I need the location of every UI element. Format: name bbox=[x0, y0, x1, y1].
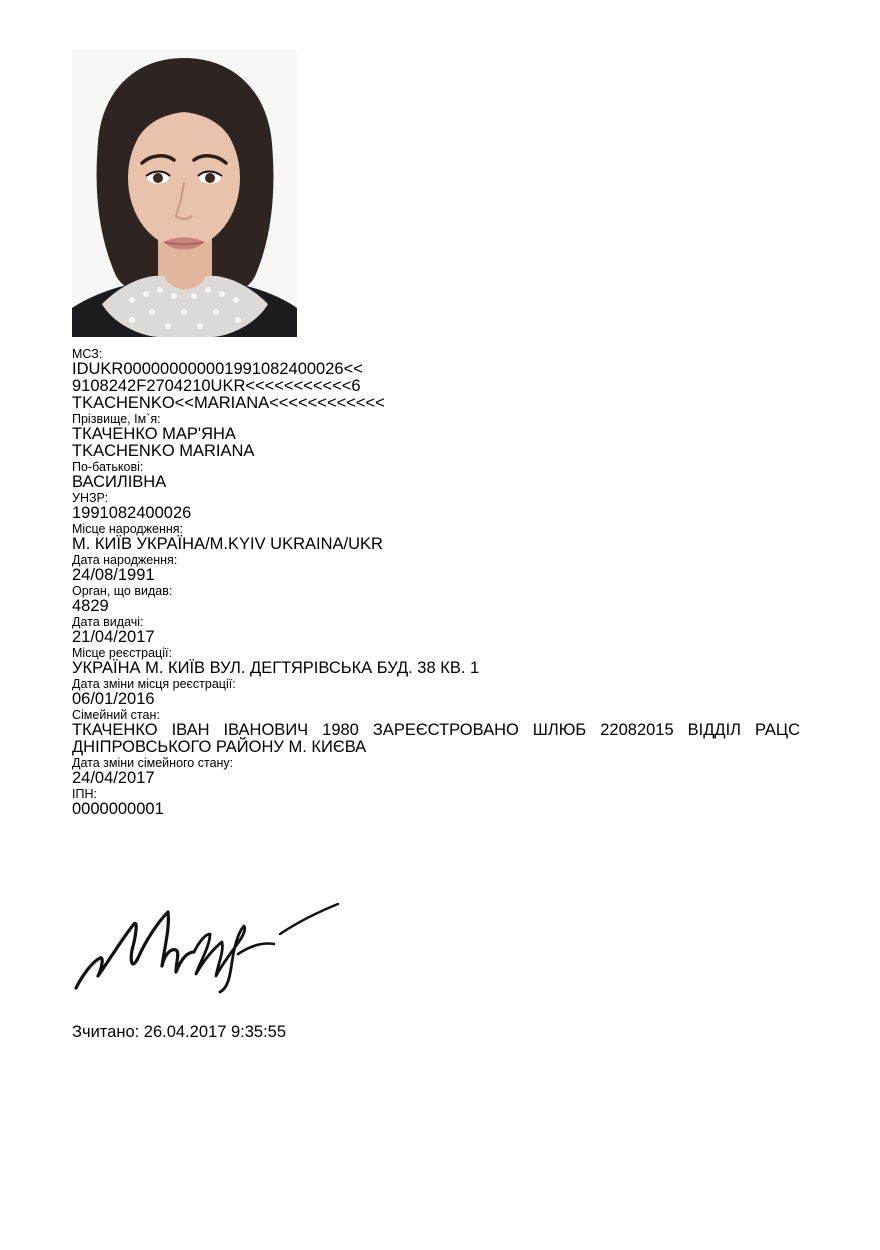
mrz-block bbox=[72, 347, 800, 412]
registration-value: УКРАЇНА М. КИЇВ ВУЛ. ДЕГТЯРІВСЬКА БУД. 38 КВ. 1 bbox=[72, 659, 480, 677]
birth-place-value: М. КИЇВ УКРАЇНА/M.KYIV UKRAINA/UKR bbox=[72, 535, 383, 553]
handwritten-signature bbox=[72, 892, 344, 1000]
registration-label: Місце реєстрації: bbox=[72, 646, 172, 660]
issue-date-value: 21/04/2017 bbox=[72, 628, 155, 646]
registration-change-date-label: Дата зміни місця реєстрації: bbox=[72, 677, 236, 691]
birth-date-value: 24/08/1991 bbox=[72, 566, 155, 584]
issue-date-label: Дата видачі: bbox=[72, 615, 144, 629]
authority-label: Орган, що видав: bbox=[72, 584, 173, 598]
marital-change-date-label: Дата зміни сімейного стану: bbox=[72, 756, 234, 770]
birth-date-label: Дата народження: bbox=[72, 553, 178, 567]
ipn-label: ІПН: bbox=[72, 787, 97, 801]
name-value-ua: ТКАЧЕНКО МАР'ЯНА bbox=[72, 425, 236, 443]
birth-place-label: Місце народження: bbox=[72, 522, 184, 536]
document-fields bbox=[72, 347, 800, 818]
mrz-line-2: 9108242F2704210UKR<<<<<<<<<<<6 bbox=[72, 377, 361, 395]
marital-status-value: ТКАЧЕНКО ІВАН ІВАНОВИЧ 1980 ЗАРЕЄСТРОВАНО ШЛЮБ 22082015 ВІДДІЛ РАЦС ДНІПРОВСЬКОГО РАЙОНУ М. КИЄВА bbox=[72, 721, 800, 756]
patronymic-label: По-батькові: bbox=[72, 460, 144, 474]
name-value-en: TKACHENKO MARIANA bbox=[72, 442, 255, 460]
portrait-photo bbox=[72, 50, 297, 337]
read-timestamp: Зчитано: 26.04.2017 9:35:55 bbox=[72, 1023, 287, 1041]
registration-change-date-value: 06/01/2016 bbox=[72, 690, 155, 708]
unzr-label: УНЗР: bbox=[72, 491, 109, 505]
patronymic-value: ВАСИЛІВНА bbox=[72, 473, 167, 491]
mrz-label: МСЗ: bbox=[72, 347, 103, 361]
marital-status-label: Сімейний стан: bbox=[72, 708, 160, 722]
unzr-value: 1991082400026 bbox=[72, 504, 192, 522]
mrz-line-1: IDUKR000000000001991082400026<< bbox=[72, 360, 363, 378]
ipn-value: 0000000001 bbox=[72, 800, 164, 818]
name-label: Прізвище, Ім`я: bbox=[72, 412, 161, 426]
mrz-line-3: TKACHENKO<<MARIANA<<<<<<<<<<<< bbox=[72, 394, 385, 412]
marital-change-date-value: 24/04/2017 bbox=[72, 769, 155, 787]
authority-value: 4829 bbox=[72, 597, 109, 615]
